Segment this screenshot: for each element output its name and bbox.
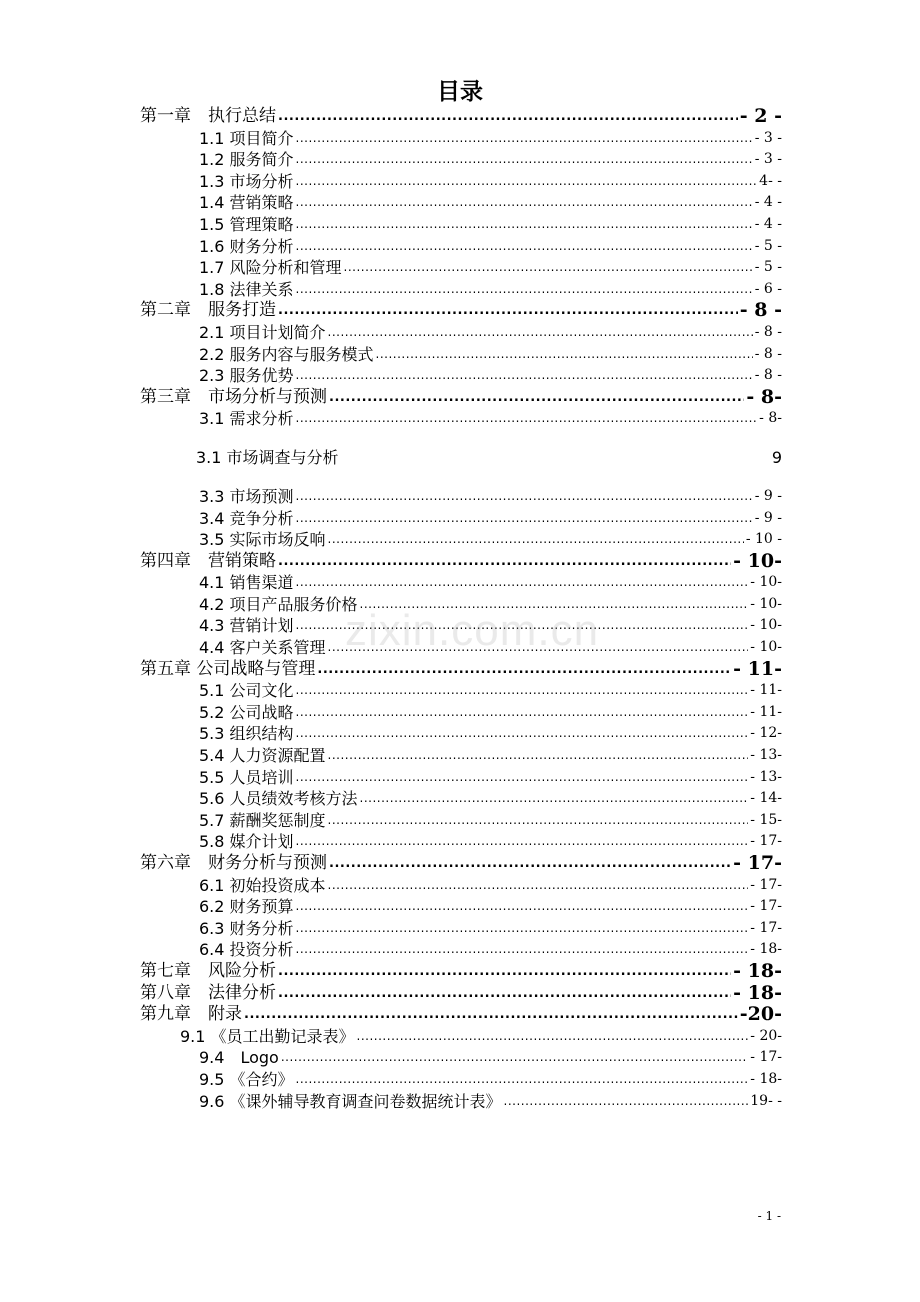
toc-entry-page: - 11- <box>750 682 782 699</box>
toc-dot-leader <box>296 572 749 594</box>
toc-dot-leader <box>376 344 753 366</box>
toc-dot-leader <box>278 106 738 128</box>
toc-chapter-entry[interactable] <box>140 1004 782 1026</box>
toc-entry-page: - 9 - <box>754 509 782 526</box>
toc-section-entry[interactable] <box>140 745 782 767</box>
toc-dot-leader <box>296 939 749 961</box>
toc-entry-page: - 18- <box>750 1070 782 1087</box>
toc-section-entry[interactable] <box>140 896 782 918</box>
toc-entry-page: - 4 - <box>754 215 782 232</box>
toc-section-entry[interactable] <box>140 572 782 594</box>
toc-entry-label: 3.5 实际市场反响 <box>199 530 326 550</box>
toc-entry-label: 1.2 服务简介 <box>199 150 294 170</box>
toc-dot-leader <box>329 387 744 409</box>
toc-dot-leader <box>328 745 749 767</box>
toc-entry-page: 9 <box>771 447 782 467</box>
toc-entry-label: 5.3 组织结构 <box>199 724 294 744</box>
toc-dot-leader <box>296 128 753 150</box>
toc-entry-page: - 17- <box>750 833 782 850</box>
toc-dot-leader <box>357 1026 749 1048</box>
toc-section-entry[interactable] <box>140 322 782 344</box>
toc-dot-leader <box>296 723 749 745</box>
toc-section-entry[interactable] <box>140 214 782 236</box>
toc-section-entry[interactable] <box>140 365 782 387</box>
toc-section-entry[interactable] <box>140 408 782 430</box>
toc-dot-leader <box>296 896 749 918</box>
toc-entry-label: 第一章 执行总结 <box>140 106 276 126</box>
toc-section-entry[interactable] <box>140 149 782 171</box>
toc-entry-label: 第八章 法律分析 <box>140 982 276 1003</box>
toc-entry-label: 3.4 竞争分析 <box>199 508 294 528</box>
toc-entry-label: 4.1 销售渠道 <box>199 573 294 593</box>
toc-section-entry[interactable] <box>140 236 782 258</box>
toc-section-entry[interactable] <box>140 702 782 724</box>
toc-entry-label: 6.1 初始投资成本 <box>199 875 326 895</box>
toc-entry-label: 9.5 《合约》 <box>199 1069 294 1089</box>
toc-entry-page: - 8 - <box>739 299 782 322</box>
toc-dot-leader <box>296 214 753 236</box>
toc-entry-page: - 13- <box>750 747 782 764</box>
toc-dot-leader <box>344 257 753 279</box>
toc-entry-label: 第六章 财务分析与预测 <box>140 853 327 873</box>
toc-chapter-entry[interactable] <box>140 106 782 128</box>
toc-entry-label: 5.5 人员培训 <box>199 767 294 787</box>
toc-entry-label: 6.2 财务预算 <box>199 897 294 917</box>
toc-section-entry[interactable] <box>140 939 782 961</box>
toc-chapter-entry[interactable] <box>140 853 782 875</box>
toc-entry-label: 1.8 法律关系 <box>199 279 294 299</box>
toc-dot-leader <box>296 279 753 301</box>
toc-section-entry[interactable] <box>140 723 782 745</box>
toc-section-entry[interactable] <box>140 344 782 366</box>
toc-entry-page: - 9 - <box>754 487 782 504</box>
toc-entry-page: - 8 - <box>754 323 782 340</box>
toc-entry-label: 5.4 人力资源配置 <box>199 746 326 766</box>
toc-chapter-entry[interactable] <box>140 551 782 573</box>
toc-entry-label: 5.1 公司文化 <box>199 681 294 701</box>
toc-entry-page: - 4 - <box>754 194 782 211</box>
toc-chapter-entry[interactable] <box>140 983 782 1005</box>
toc-entry-label: 3.1 市场调查与分析 <box>196 447 339 467</box>
toc-dot-leader <box>296 486 753 508</box>
toc-dot-leader <box>504 1091 749 1113</box>
toc-entry-page: - 10- <box>750 639 782 656</box>
toc-entry-page: - 8- <box>759 410 782 427</box>
toc-entry-page: - 10- <box>750 595 782 612</box>
toc-entry-page: - 10- <box>750 574 782 591</box>
toc-section-entry[interactable] <box>140 810 782 832</box>
page-number-footer: - 1 - <box>757 1209 781 1223</box>
toc-entry-page: - 12- <box>750 725 782 742</box>
toc-entry-page: - 8 - <box>754 345 782 362</box>
toc-entry-label: 5.8 媒介计划 <box>199 832 294 852</box>
toc-dot-leader <box>296 1069 749 1091</box>
toc-section-entry[interactable] <box>140 529 782 551</box>
toc-entry-page: - 17- <box>733 852 782 874</box>
toc-entry-label: 第五章 公司战略与管理 <box>140 658 316 679</box>
toc-entry-page: - 8 - <box>754 367 782 384</box>
toc-section-entry[interactable] <box>140 128 782 150</box>
toc-entry-page: - 10- <box>733 549 782 572</box>
toc-chapter-entry[interactable] <box>140 300 782 322</box>
toc-dot-leader <box>281 1047 748 1069</box>
toc-dot-leader <box>296 171 758 193</box>
toc-chapter-entry[interactable] <box>140 387 782 409</box>
toc-dot-leader <box>328 322 753 344</box>
toc-entry-label: 9.6 《课外辅导教育调查问卷数据统计表》 <box>199 1091 502 1111</box>
toc-dot-leader <box>296 408 758 430</box>
toc-dot-leader <box>328 529 744 551</box>
toc-entry-page: - 8- <box>746 385 782 408</box>
toc-dot-leader <box>278 961 731 983</box>
toc-entry-label: 3.3 市场预测 <box>199 486 294 506</box>
toc-entry-page: - 3 - <box>754 129 782 146</box>
toc-entry-page: - 5 - <box>754 237 782 254</box>
toc-entry-label: 6.4 投资分析 <box>199 940 294 960</box>
toc-dot-leader <box>278 983 731 1005</box>
toc-entry-page: - 6 - <box>754 280 782 297</box>
toc-section-entry[interactable] <box>140 192 782 214</box>
toc-entry-page: - 17- <box>750 898 782 915</box>
toc-dot-leader <box>296 702 749 724</box>
toc-dot-leader <box>328 810 749 832</box>
toc-entry-label: 9.1 《员工出勤记录表》 <box>180 1026 355 1046</box>
toc-chapter-entry[interactable] <box>140 659 782 681</box>
toc-dot-leader <box>296 680 749 702</box>
toc-section-entry[interactable] <box>140 279 782 301</box>
toc-section-entry[interactable] <box>140 831 782 853</box>
toc-entry-label: 2.1 项目计划简介 <box>199 322 326 342</box>
toc-entry-label: 4.3 营销计划 <box>199 616 294 636</box>
toc-entry-page: - 10 - <box>745 531 782 548</box>
toc-entry-label: 1.4 营销策略 <box>199 193 294 213</box>
toc-entry-label: 4.2 项目产品服务价格 <box>199 594 358 614</box>
toc-entry-page: - 17- <box>750 1049 782 1066</box>
toc-section-entry[interactable] <box>140 918 782 940</box>
toc-section-entry[interactable] <box>140 1091 782 1113</box>
toc-entry-label: 第四章 营销策略 <box>140 550 276 571</box>
toc-dot-leader <box>296 149 753 171</box>
toc-entry-label: 9.4 Logo <box>199 1048 279 1068</box>
toc-section-entry[interactable] <box>140 508 782 530</box>
toc-entry-label: 2.3 服务优势 <box>199 366 294 386</box>
toc-chapter-entry[interactable] <box>140 961 782 983</box>
toc-dot-leader <box>328 875 749 897</box>
toc-entry-label: 5.7 薪酬奖惩制度 <box>199 810 326 830</box>
toc-entry-label: 1.7 风险分析和管理 <box>199 258 342 278</box>
toc-entry-label: 第九章 附录 <box>140 1004 242 1025</box>
toc-entry-page: 4- - <box>759 172 782 189</box>
toc-entry-label: 2.2 服务内容与服务模式 <box>199 344 374 364</box>
toc-entry-page: - 18- <box>733 959 782 982</box>
toc-entry-label: 第三章 市场分析与预测 <box>140 386 327 407</box>
toc-entry-page: - 20- <box>750 1027 782 1044</box>
toc-section-entry[interactable] <box>140 430 782 486</box>
toc-dot-leader <box>244 1004 738 1026</box>
toc-entry-page: - 13- <box>750 768 782 785</box>
toc-dot-leader <box>296 365 753 387</box>
toc-entry-page: - 15- <box>750 811 782 828</box>
toc-dot-leader <box>278 300 738 322</box>
toc-section-entry[interactable] <box>140 1069 782 1091</box>
toc-entry-label: 1.1 项目简介 <box>199 128 294 148</box>
toc-entry-label: 5.6 人员绩效考核方法 <box>199 789 358 809</box>
toc-entry-page: - 17- <box>750 919 782 936</box>
toc-dot-leader <box>296 192 753 214</box>
toc-entry-page: - 3 - <box>754 151 782 168</box>
toc-entry-label: 6.3 财务分析 <box>199 918 294 938</box>
toc-section-entry[interactable] <box>140 171 782 193</box>
toc-dot-leader <box>360 788 749 810</box>
toc-dot-leader <box>296 508 753 530</box>
toc-entry-page: - 14- <box>750 790 782 807</box>
toc-section-entry[interactable] <box>140 1026 782 1048</box>
toc-entry-page: - 11- <box>733 657 782 680</box>
toc-entry-page: -20- <box>739 1003 782 1026</box>
toc-section-entry[interactable] <box>140 1047 782 1069</box>
toc-entry-label: 第七章 风险分析 <box>140 960 276 981</box>
toc-entry-label: 1.6 财务分析 <box>199 236 294 256</box>
toc-entry-label: 5.2 公司战略 <box>199 702 294 722</box>
toc-dot-leader <box>329 853 731 875</box>
toc-entry-label: 第二章 服务打造 <box>140 300 276 321</box>
toc-dot-leader <box>296 831 749 853</box>
toc-section-entry[interactable] <box>140 767 782 789</box>
toc-dot-leader <box>317 659 731 681</box>
toc-dot-leader <box>278 551 731 573</box>
toc-section-entry[interactable] <box>140 257 782 279</box>
toc-dot-leader <box>296 236 753 258</box>
toc-entry-page: - 17- <box>750 876 782 893</box>
toc-entry-page: - 10- <box>750 617 782 634</box>
toc-entry-label: 3.1 需求分析 <box>199 409 294 429</box>
toc-section-entry[interactable] <box>140 680 782 702</box>
toc-section-entry[interactable] <box>140 788 782 810</box>
page-title: 目录 <box>437 79 483 105</box>
toc-entry-page: - 18- <box>750 941 782 958</box>
toc-entry-label: 1.3 市场分析 <box>199 171 294 191</box>
toc-section-entry[interactable] <box>140 875 782 897</box>
toc-entry-page: - 11- <box>750 703 782 720</box>
toc-section-entry[interactable] <box>140 486 782 508</box>
toc-entry-page: 19- - <box>750 1092 782 1109</box>
toc-dot-leader <box>296 767 749 789</box>
toc-dot-leader <box>296 918 749 940</box>
toc-entry-page: - 2 - <box>739 105 782 127</box>
toc-entry-label: 1.5 管理策略 <box>199 214 294 234</box>
toc-entry-label: 4.4 客户关系管理 <box>199 638 326 658</box>
toc-entry-page: - 5 - <box>754 259 782 276</box>
watermark: zixin.com.cn <box>345 606 600 655</box>
toc-entry-page: - 18- <box>733 981 782 1004</box>
